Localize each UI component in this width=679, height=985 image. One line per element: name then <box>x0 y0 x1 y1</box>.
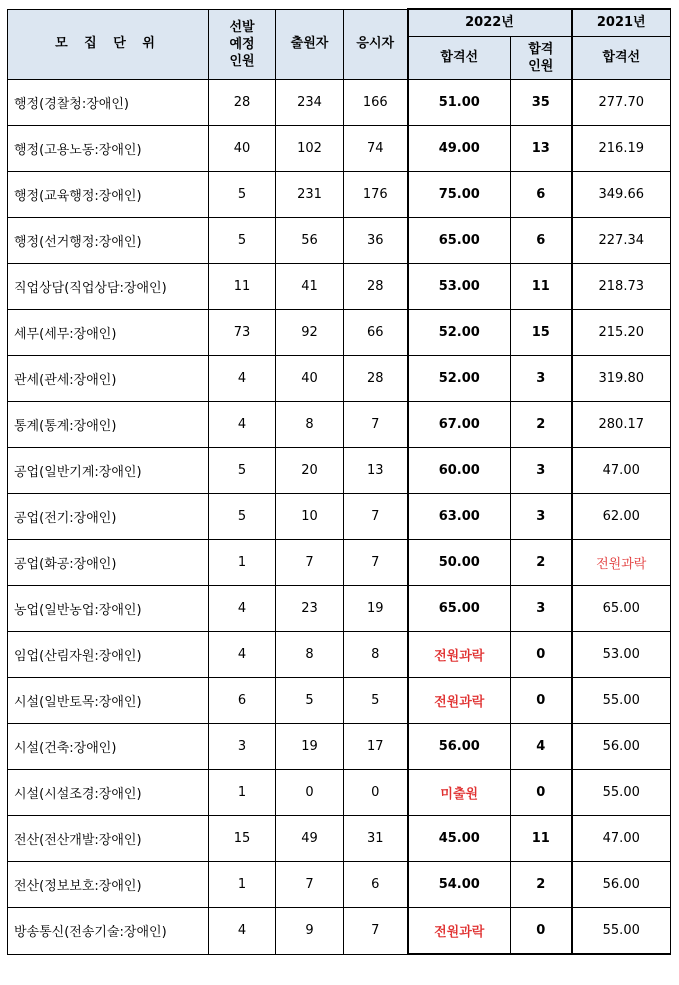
cell-planned: 4 <box>209 586 276 632</box>
table-row <box>8 494 671 540</box>
cell-applicants: 7 <box>276 540 344 586</box>
cell-passed: 4 <box>511 724 572 770</box>
cell-unit: 행정(고용노동:장애인) <box>8 126 209 172</box>
header-year-2021: 2021년 <box>572 9 671 37</box>
header-planned-line1: 선발 <box>229 19 255 35</box>
cell-examinees: 7 <box>344 908 408 955</box>
results-table-container <box>7 8 671 955</box>
cell-cutoff-2022: 65.00 <box>408 218 511 264</box>
cell-examinees: 7 <box>344 402 408 448</box>
cell-cutoff-2022: 49.00 <box>408 126 511 172</box>
cell-cutoff-2021: 227.34 <box>572 218 671 264</box>
cell-passed: 13 <box>511 126 572 172</box>
cell-examinees: 28 <box>344 356 408 402</box>
header-cutoff-2022: 합격선 <box>408 37 511 80</box>
cell-unit: 공업(화공:장애인) <box>8 540 209 586</box>
cell-passed: 3 <box>511 586 572 632</box>
table-body <box>8 80 671 955</box>
cell-cutoff-2021: 전원과락 <box>572 540 671 586</box>
cell-unit: 행정(교육행정:장애인) <box>8 172 209 218</box>
cell-unit: 시설(건축:장애인) <box>8 724 209 770</box>
cell-cutoff-2022: 51.00 <box>408 80 511 126</box>
cell-planned: 1 <box>209 540 276 586</box>
header-year-2022: 2022년 <box>408 9 572 37</box>
cell-cutoff-2022: 75.00 <box>408 172 511 218</box>
cell-applicants: 41 <box>276 264 344 310</box>
cell-cutoff-2021: 53.00 <box>572 632 671 678</box>
table-row <box>8 908 671 955</box>
cell-applicants: 9 <box>276 908 344 955</box>
cell-unit: 행정(선거행정:장애인) <box>8 218 209 264</box>
cell-cutoff-2022: 52.00 <box>408 356 511 402</box>
cell-passed: 2 <box>511 540 572 586</box>
cell-passed: 3 <box>511 494 572 540</box>
cell-cutoff-2022: 45.00 <box>408 816 511 862</box>
cell-applicants: 5 <box>276 678 344 724</box>
cell-unit: 행정(경찰청:장애인) <box>8 80 209 126</box>
cell-planned: 4 <box>209 402 276 448</box>
table-row <box>8 632 671 678</box>
cell-applicants: 102 <box>276 126 344 172</box>
table-row <box>8 540 671 586</box>
table-row <box>8 724 671 770</box>
cell-cutoff-2021: 55.00 <box>572 770 671 816</box>
table-header <box>8 9 671 80</box>
cell-cutoff-2021: 55.00 <box>572 678 671 724</box>
cell-planned: 40 <box>209 126 276 172</box>
cell-examinees: 0 <box>344 770 408 816</box>
cell-applicants: 0 <box>276 770 344 816</box>
cell-applicants: 56 <box>276 218 344 264</box>
cell-planned: 5 <box>209 218 276 264</box>
table-row <box>8 172 671 218</box>
cell-passed: 0 <box>511 678 572 724</box>
cell-cutoff-2021: 65.00 <box>572 586 671 632</box>
cell-planned: 1 <box>209 770 276 816</box>
cell-applicants: 10 <box>276 494 344 540</box>
cell-examinees: 28 <box>344 264 408 310</box>
cell-unit: 방송통신(전송기술:장애인) <box>8 908 209 955</box>
cell-cutoff-2022: 56.00 <box>408 724 511 770</box>
cell-planned: 4 <box>209 908 276 955</box>
cell-planned: 4 <box>209 356 276 402</box>
table-row <box>8 126 671 172</box>
cell-passed: 11 <box>511 816 572 862</box>
cell-unit: 전산(전산개발:장애인) <box>8 816 209 862</box>
table-row <box>8 448 671 494</box>
cell-cutoff-2021: 218.73 <box>572 264 671 310</box>
cell-passed: 0 <box>511 770 572 816</box>
header-planned-line2: 예정 <box>229 36 255 52</box>
cell-applicants: 7 <box>276 862 344 908</box>
header-planned <box>209 9 276 80</box>
cell-planned: 5 <box>209 448 276 494</box>
cell-cutoff-2021: 277.70 <box>572 80 671 126</box>
cell-planned: 73 <box>209 310 276 356</box>
cell-examinees: 6 <box>344 862 408 908</box>
table-row <box>8 586 671 632</box>
cell-unit: 관세(관세:장애인) <box>8 356 209 402</box>
cell-passed: 2 <box>511 402 572 448</box>
cell-applicants: 20 <box>276 448 344 494</box>
cell-passed: 3 <box>511 448 572 494</box>
cell-passed: 11 <box>511 264 572 310</box>
header-cutoff-2021: 합격선 <box>572 37 671 80</box>
cell-cutoff-2021: 216.19 <box>572 126 671 172</box>
cell-cutoff-2021: 55.00 <box>572 908 671 955</box>
header-passed-line1: 합격 <box>528 42 554 57</box>
cell-examinees: 7 <box>344 494 408 540</box>
cell-planned: 5 <box>209 172 276 218</box>
cell-unit: 세무(세무:장애인) <box>8 310 209 356</box>
table-row <box>8 770 671 816</box>
table-row <box>8 678 671 724</box>
cell-cutoff-2022: 전원과락 <box>408 632 511 678</box>
cell-planned: 15 <box>209 816 276 862</box>
cell-planned: 28 <box>209 80 276 126</box>
cell-cutoff-2022: 전원과락 <box>408 678 511 724</box>
cell-cutoff-2021: 56.00 <box>572 862 671 908</box>
cell-unit: 시설(일반토목:장애인) <box>8 678 209 724</box>
cell-planned: 4 <box>209 632 276 678</box>
cell-examinees: 36 <box>344 218 408 264</box>
header-unit: 모 집 단 위 <box>8 9 209 80</box>
cell-examinees: 31 <box>344 816 408 862</box>
cell-cutoff-2022: 52.00 <box>408 310 511 356</box>
cell-examinees: 13 <box>344 448 408 494</box>
cell-applicants: 8 <box>276 402 344 448</box>
cell-planned: 1 <box>209 862 276 908</box>
header-passed <box>511 37 572 80</box>
cell-unit: 임업(산림자원:장애인) <box>8 632 209 678</box>
cell-unit: 직업상담(직업상담:장애인) <box>8 264 209 310</box>
cell-cutoff-2021: 319.80 <box>572 356 671 402</box>
cell-cutoff-2022: 54.00 <box>408 862 511 908</box>
header-planned-line3: 인원 <box>229 53 255 69</box>
cell-examinees: 17 <box>344 724 408 770</box>
table-row <box>8 310 671 356</box>
cell-applicants: 234 <box>276 80 344 126</box>
cell-applicants: 8 <box>276 632 344 678</box>
cell-examinees: 8 <box>344 632 408 678</box>
cell-applicants: 231 <box>276 172 344 218</box>
cell-examinees: 74 <box>344 126 408 172</box>
table-row <box>8 862 671 908</box>
cell-cutoff-2021: 62.00 <box>572 494 671 540</box>
cell-examinees: 5 <box>344 678 408 724</box>
header-examinees: 응시자 <box>344 9 408 80</box>
cell-cutoff-2022: 63.00 <box>408 494 511 540</box>
cell-unit: 통계(통계:장애인) <box>8 402 209 448</box>
cell-cutoff-2022: 전원과락 <box>408 908 511 955</box>
header-passed-line2: 인원 <box>528 59 554 74</box>
cell-passed: 6 <box>511 172 572 218</box>
cell-passed: 2 <box>511 862 572 908</box>
cell-cutoff-2022: 53.00 <box>408 264 511 310</box>
cell-cutoff-2021: 47.00 <box>572 816 671 862</box>
cell-unit: 농업(일반농업:장애인) <box>8 586 209 632</box>
cell-applicants: 49 <box>276 816 344 862</box>
cell-unit: 공업(일반기계:장애인) <box>8 448 209 494</box>
cell-examinees: 19 <box>344 586 408 632</box>
cell-passed: 15 <box>511 310 572 356</box>
cell-unit: 시설(시설조경:장애인) <box>8 770 209 816</box>
cell-planned: 3 <box>209 724 276 770</box>
cell-applicants: 92 <box>276 310 344 356</box>
cell-planned: 11 <box>209 264 276 310</box>
cell-applicants: 40 <box>276 356 344 402</box>
cell-passed: 3 <box>511 356 572 402</box>
cell-planned: 5 <box>209 494 276 540</box>
cell-cutoff-2022: 67.00 <box>408 402 511 448</box>
cell-cutoff-2022: 65.00 <box>408 586 511 632</box>
cell-cutoff-2021: 215.20 <box>572 310 671 356</box>
cell-cutoff-2022: 미출원 <box>408 770 511 816</box>
table-row <box>8 816 671 862</box>
table-row <box>8 264 671 310</box>
results-table <box>7 8 671 955</box>
header-applicants: 출원자 <box>276 9 344 80</box>
cell-cutoff-2022: 50.00 <box>408 540 511 586</box>
cell-applicants: 19 <box>276 724 344 770</box>
cell-passed: 6 <box>511 218 572 264</box>
cell-examinees: 166 <box>344 80 408 126</box>
cell-cutoff-2021: 56.00 <box>572 724 671 770</box>
cell-examinees: 176 <box>344 172 408 218</box>
cell-cutoff-2022: 60.00 <box>408 448 511 494</box>
cell-planned: 6 <box>209 678 276 724</box>
cell-cutoff-2021: 280.17 <box>572 402 671 448</box>
table-row <box>8 356 671 402</box>
cell-passed: 35 <box>511 80 572 126</box>
cell-unit: 전산(정보보호:장애인) <box>8 862 209 908</box>
cell-applicants: 23 <box>276 586 344 632</box>
table-row <box>8 218 671 264</box>
cell-examinees: 66 <box>344 310 408 356</box>
cell-passed: 0 <box>511 632 572 678</box>
cell-examinees: 7 <box>344 540 408 586</box>
table-row <box>8 80 671 126</box>
cell-cutoff-2021: 349.66 <box>572 172 671 218</box>
cell-unit: 공업(전기:장애인) <box>8 494 209 540</box>
cell-cutoff-2021: 47.00 <box>572 448 671 494</box>
cell-passed: 0 <box>511 908 572 955</box>
table-row <box>8 402 671 448</box>
